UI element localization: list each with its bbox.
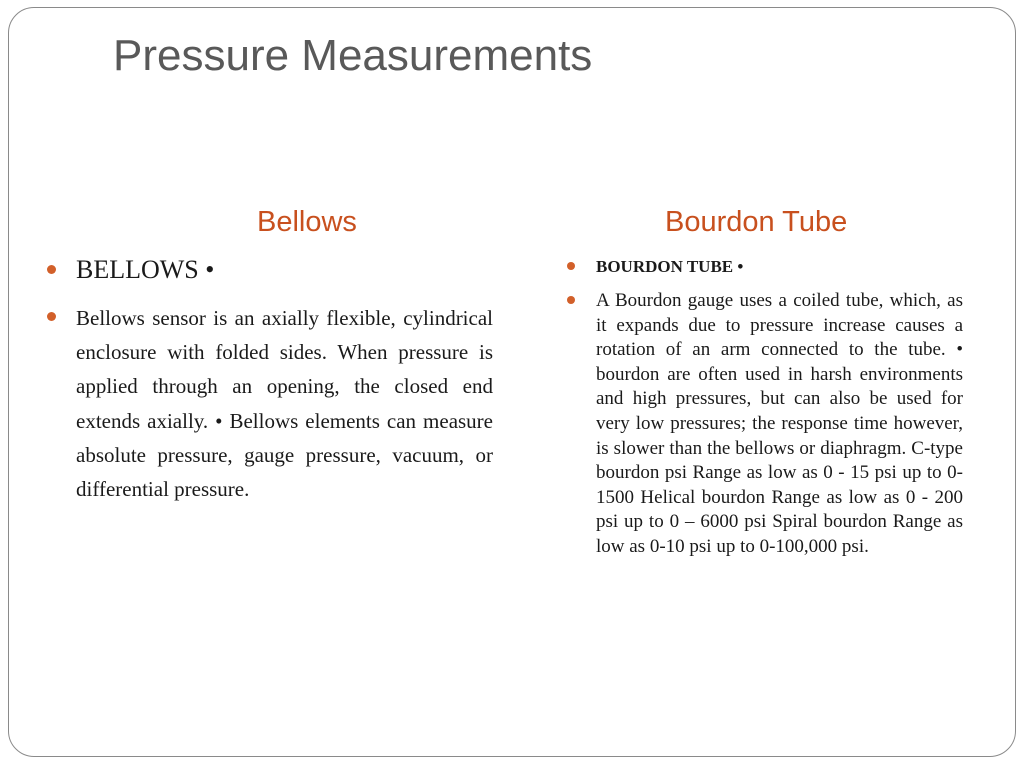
- bellows-description-text: Bellows sensor is an axially flexible, cylindrical enclosure with folded sides. When pressure is applied through an opening, the closed end extends axially. • Bellows elements can measure absolute pressure, gauge pressure, vacuum, or differential pressure.: [76, 306, 493, 502]
- bourdon-description-text: A Bourdon gauge uses a coiled tube, which, as it expands due to pressure increase causes a rotation of an arm connected to the tube. • bourdon are often used in harsh environments and high pressures, but can also be used for very low pressures; the response time however, is slower than the bellows or diaphragm. C-type bourdon psi Range as low as 0 - 15 psi up to 0-1500 Helical bourdon Range as low as 0 - 200 psi up to 0 – 6000 psi Spiral bourdon Range as low as 0-10 psi up to 0-100,000 psi.: [596, 290, 963, 557]
- bourdon-tube-heading: Bourdon Tube: [665, 206, 848, 238]
- bullet-dot-icon: [47, 265, 56, 274]
- bourdon-description-item: [565, 289, 963, 560]
- bellows-item-text: BELLOWS •: [76, 255, 215, 284]
- bellows-heading: Bellows: [257, 206, 357, 238]
- bullet-dot-icon: [47, 312, 56, 321]
- bourdon-bullet-item: [565, 254, 963, 280]
- bullet-dot-icon: [567, 262, 575, 270]
- bullet-dot-icon: [567, 296, 575, 304]
- bourdon-item-text: BOURDON TUBE •: [596, 257, 744, 276]
- slide-title: Pressure Measurements: [113, 31, 593, 80]
- bellows-column: [45, 252, 493, 506]
- bellows-bullet-item: [45, 252, 493, 288]
- bourdon-tube-column: [565, 254, 963, 560]
- bellows-description-item: [45, 301, 493, 506]
